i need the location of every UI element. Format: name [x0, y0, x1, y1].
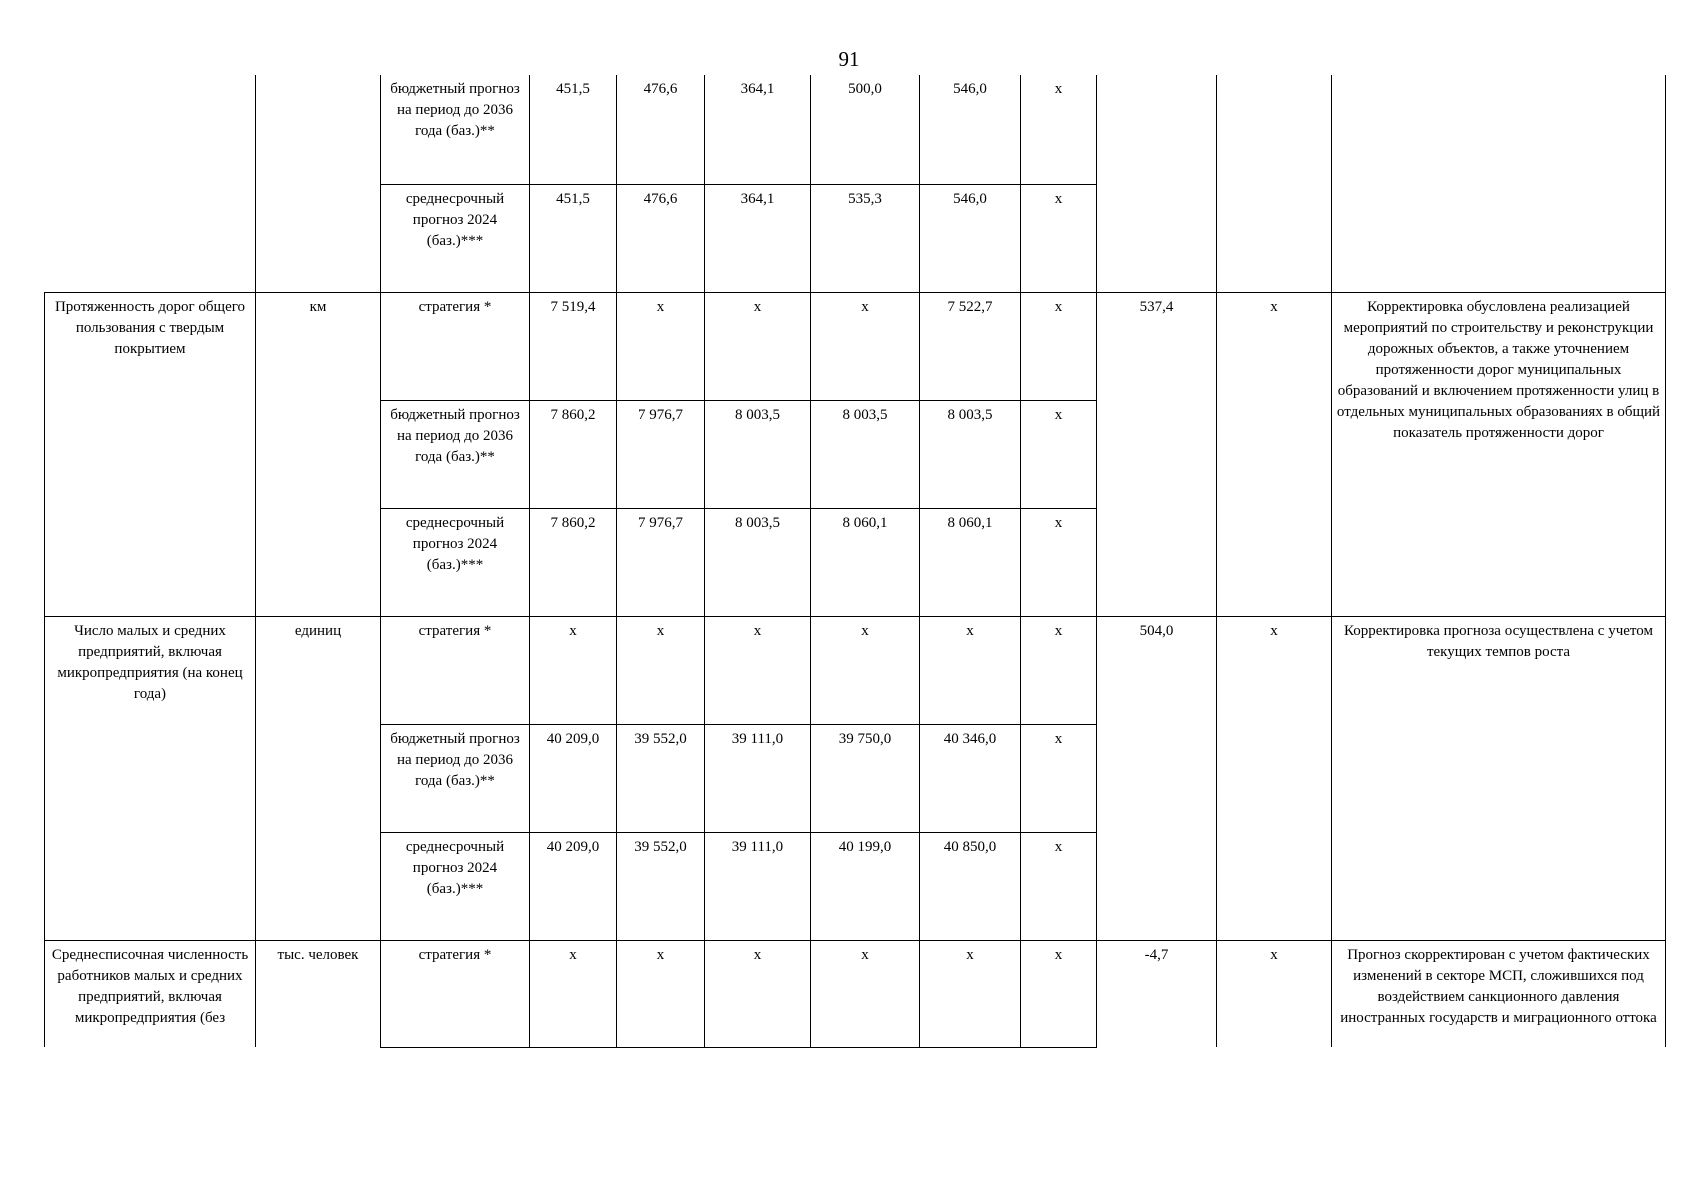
value-cell: 7 976,7 [617, 400, 705, 508]
value-cell: 7 860,2 [530, 508, 617, 616]
value-cell: 40 850,0 [920, 832, 1021, 940]
value-cell: x [1021, 940, 1097, 1047]
forecast-type-cell: бюджетный прогноз на период до 2036 года (баз.)** [381, 400, 530, 508]
deviation-pct-cell [1217, 75, 1332, 184]
indicator-cell [45, 184, 256, 292]
value-cell: x [1021, 184, 1097, 292]
deviation-pct-cell: x [1217, 616, 1332, 940]
comment-cell: Корректировка прогноза осуществлена с учетом текущих темпов роста [1332, 616, 1666, 940]
deviation-pct-cell: x [1217, 292, 1332, 616]
comment-cell: Прогноз скорректирован с учетом фактических изменений в секторе МСП, сложившихся под воздействием санкционного давления иностранных государств и миграционного оттока [1332, 940, 1666, 1047]
value-cell: 40 199,0 [811, 832, 920, 940]
deviation-cell: 537,4 [1097, 292, 1217, 616]
value-cell: 500,0 [811, 75, 920, 184]
value-cell: x [530, 616, 617, 724]
value-cell: 39 552,0 [617, 724, 705, 832]
forecast-table [44, 75, 1666, 1048]
table-row [45, 292, 1666, 400]
forecast-type-cell: стратегия * [381, 292, 530, 400]
forecast-type-cell: среднесрочный прогноз 2024 (баз.)*** [381, 508, 530, 616]
unit-cell [256, 184, 381, 292]
value-cell: 8 060,1 [920, 508, 1021, 616]
value-cell: 39 552,0 [617, 832, 705, 940]
value-cell: 7 519,4 [530, 292, 617, 400]
value-cell: 40 209,0 [530, 832, 617, 940]
deviation-pct-cell [1217, 184, 1332, 292]
value-cell: 451,5 [530, 75, 617, 184]
comment-cell [1332, 184, 1666, 292]
forecast-type-cell: бюджетный прогноз на период до 2036 года (баз.)** [381, 724, 530, 832]
value-cell: x [1021, 292, 1097, 400]
indicator-cell: Среднесписочная численность работников малых и средних предприятий, включая микропредприятия (без [45, 940, 256, 1047]
value-cell: 546,0 [920, 75, 1021, 184]
value-cell: x [1021, 400, 1097, 508]
forecast-type-cell: среднесрочный прогноз 2024 (баз.)*** [381, 832, 530, 940]
comment-cell [1332, 75, 1666, 184]
value-cell: 476,6 [617, 184, 705, 292]
value-cell: 39 111,0 [705, 832, 811, 940]
value-cell: x [1021, 724, 1097, 832]
value-cell: x [617, 616, 705, 724]
value-cell: x [705, 940, 811, 1047]
deviation-pct-cell: x [1217, 940, 1332, 1047]
table-row [45, 616, 1666, 724]
forecast-type-cell: стратегия * [381, 616, 530, 724]
value-cell: 40 209,0 [530, 724, 617, 832]
value-cell: 39 750,0 [811, 724, 920, 832]
value-cell: 39 111,0 [705, 724, 811, 832]
value-cell: 546,0 [920, 184, 1021, 292]
value-cell: x [1021, 616, 1097, 724]
value-cell: 8 060,1 [811, 508, 920, 616]
value-cell: x [705, 616, 811, 724]
deviation-cell: 504,0 [1097, 616, 1217, 940]
value-cell: 364,1 [705, 75, 811, 184]
value-cell: 535,3 [811, 184, 920, 292]
value-cell: x [811, 292, 920, 400]
page-number: 91 [838, 47, 860, 71]
indicator-cell: Число малых и средних предприятий, включая микропредприятия (на конец года) [45, 616, 256, 940]
value-cell: 7 522,7 [920, 292, 1021, 400]
unit-cell: тыс. человек [256, 940, 381, 1047]
value-cell: x [530, 940, 617, 1047]
value-cell: x [1021, 75, 1097, 184]
value-cell: 476,6 [617, 75, 705, 184]
value-cell: 451,5 [530, 184, 617, 292]
value-cell: x [811, 616, 920, 724]
indicator-cell [45, 75, 256, 184]
value-cell: x [705, 292, 811, 400]
unit-cell [256, 75, 381, 184]
forecast-type-cell: среднесрочный прогноз 2024 (баз.)*** [381, 184, 530, 292]
table-row [45, 940, 1666, 1047]
value-cell: 8 003,5 [811, 400, 920, 508]
indicator-cell: Протяженность дорог общего пользования с твердым покрытием [45, 292, 256, 616]
value-cell: 8 003,5 [705, 508, 811, 616]
table-row [45, 75, 1666, 184]
deviation-cell [1097, 75, 1217, 184]
value-cell: x [920, 940, 1021, 1047]
value-cell: x [1021, 832, 1097, 940]
value-cell: x [1021, 508, 1097, 616]
value-cell: 8 003,5 [705, 400, 811, 508]
comment-cell: Корректировка обусловлена реализацией мероприятий по строительству и реконструкции дорожных объектов, а также уточнением протяженности дорог муниципальных образований и включением протяженности улиц в отдельных муниципальных образованиях в общий показатель протяженности дорог [1332, 292, 1666, 616]
value-cell: x [617, 292, 705, 400]
forecast-type-cell: бюджетный прогноз на период до 2036 года (баз.)** [381, 75, 530, 184]
value-cell: 40 346,0 [920, 724, 1021, 832]
value-cell: 364,1 [705, 184, 811, 292]
value-cell: 7 976,7 [617, 508, 705, 616]
deviation-cell: -4,7 [1097, 940, 1217, 1047]
value-cell: x [920, 616, 1021, 724]
value-cell: 8 003,5 [920, 400, 1021, 508]
unit-cell: км [256, 292, 381, 616]
deviation-cell [1097, 184, 1217, 292]
table-row [45, 184, 1666, 292]
value-cell: 7 860,2 [530, 400, 617, 508]
forecast-type-cell: стратегия * [381, 940, 530, 1047]
unit-cell: единиц [256, 616, 381, 940]
value-cell: x [811, 940, 920, 1047]
value-cell: x [617, 940, 705, 1047]
